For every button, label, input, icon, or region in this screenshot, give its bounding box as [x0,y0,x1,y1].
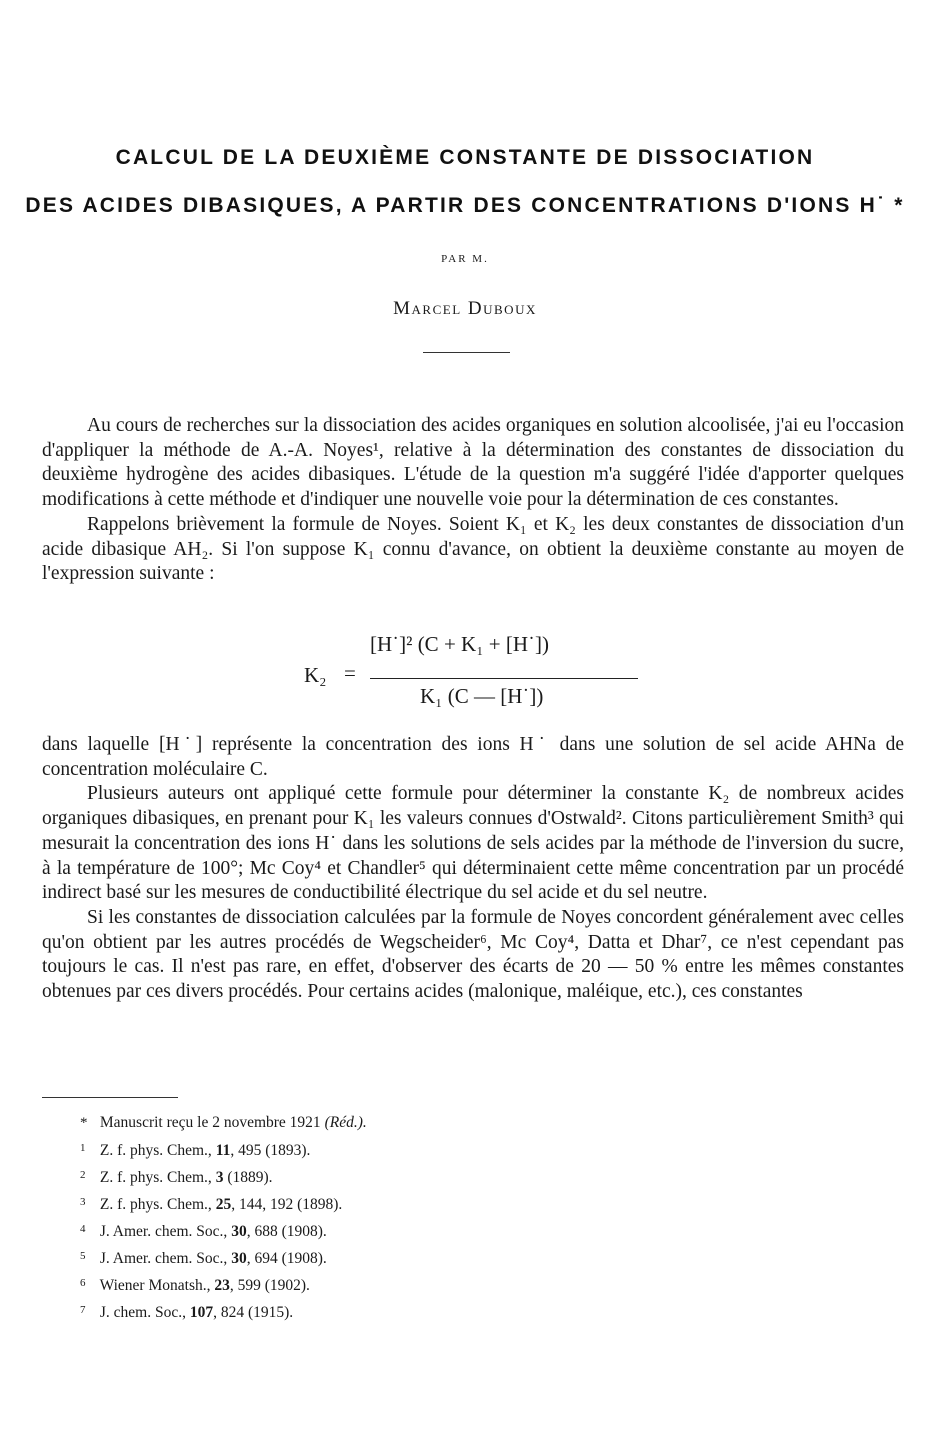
body-text-top [42,414,904,587]
formula-equals: = [344,661,356,685]
formula-numerator: [H˙]² (C + K₁ + [H˙]) [370,632,550,656]
title-divider [423,352,510,353]
footnote-item [80,1298,880,1325]
footnote-editor-note: (Réd.). [324,1114,367,1131]
footnote-rest: (1889). [223,1169,273,1186]
byline: PAR M. [441,253,489,265]
footnote-item [80,1110,880,1136]
footnote-mark: 6 [80,1277,86,1289]
paragraph-5: Si les constantes de dissociation calculées par la formule de Noyes concordent généralement avec celles qu'on obtient par les autres procédés de Wegscheider⁶, Mc Coy⁴, Datta et Dhar⁷, ce n'est cependant pas toujours le cas. Il n'est pas rare, en effet, d'observer des écarts de 20 — 50 % entre les mêmes constantes obtenues par ces divers procédés. Pour certains acides (malonique, maléique, etc.), ces constantes [42,906,904,1003]
footnote-text: J. Amer. chem. Soc., [99,1250,232,1267]
footnote-item [80,1136,880,1163]
footnote-item [80,1163,880,1190]
footnote-mark: 1 [80,1142,86,1154]
footnote-text: Manuscrit reçu le 2 novembre 1921 [99,1114,325,1131]
footnote-volume: 107 [189,1304,214,1321]
paragraph-3: dans laquelle [H˙] représente la concentration des ions H˙ dans une solution de sel acide AHNa de concentration moléculaire C. [42,734,904,780]
noyes-formula [300,630,660,725]
paragraph-2: Rappelons brièvement la formule de Noyes. Soient K₁ et K₂ les deux constantes de dissociation d'un acide dibasique AH₂. Si l'on suppose K₁ connu d'avance, on obtient la deuxième constante au moyen de l'expression suivante : [42,513,904,585]
footnote-rest: , 144, 192 (1898). [231,1196,343,1213]
fraction-bar [370,678,638,679]
formula-lhs: K₂ [304,663,327,687]
footnote-rest: , 495 (1893). [230,1142,311,1159]
footnote-volume: 30 [231,1223,247,1240]
footnote-item [80,1190,880,1217]
footnote-rest: , 824 (1915). [213,1304,294,1321]
footnote-text: Z. f. phys. Chem., [99,1196,216,1213]
footnote-mark: 7 [80,1304,86,1316]
footnote-mark: 2 [80,1169,86,1181]
footnote-volume: 3 [215,1169,224,1186]
footnote-rest: , 694 (1908). [246,1250,327,1267]
body-text-bottom [42,733,904,1005]
footnote-rest: , 599 (1902). [229,1277,310,1294]
footnote-mark: 4 [80,1223,86,1235]
footnote-mark: * [80,1115,88,1131]
footnote-text: Z. f. phys. Chem., [99,1169,216,1186]
paragraph-1: Au cours de recherches sur la dissociation des acides organiques en solution alcoolisée, j'ai eu l'occasion d'appliquer la méthode de A.-A. Noyes¹, relative à la détermination des constantes de dissociation du deuxième hydrogène des acides dibasiques. L'étude de la question m'a suggéré l'idée d'apporter quelques modifications à cette méthode et d'indiquer une nouvelle voie pour la détermination de ces constantes. [42,415,904,511]
footnote-item [80,1244,880,1271]
paragraph-4: Plusieurs auteurs ont appliqué cette formule pour déterminer la constante K₂ de nombreux acides organiques dibasiques, en prenant pour K₁ les valeurs connues d'Ostwald². Citons particulièrement Smith³ qui mesurait la concentration des ions H˙ dans les solutions de sels acides par la méthode de l'inversion du sucre, à la température de 100°; Mc Coy⁴ et Chandler⁵ qui déterminaient cette même concentration par un procédé indirect basé sur les mesures de conductibilité électrique du sel acide et du sel neutre. [42,783,904,904]
author-name: Marcel Duboux [393,298,537,319]
footnote-mark: 3 [80,1196,86,1208]
formula-denominator: K₁ (C — [H˙]) [420,684,544,708]
footnote-volume: 11 [215,1142,231,1159]
footnotes [80,1110,880,1325]
footnote-text: J. chem. Soc., [99,1304,190,1321]
footnote-item [80,1271,880,1298]
footnote-divider [42,1097,178,1098]
title-line-2: DES ACIDES DIBASIQUES, A PARTIR DES CONCENTRATIONS D'IONS H˙ * [25,194,905,217]
footnote-text: J. Amer. chem. Soc., [99,1223,232,1240]
footnote-text: Wiener Monatsh., [99,1277,215,1294]
title-line-1: CALCUL DE LA DEUXIÈME CONSTANTE DE DISSOCIATION [115,146,815,169]
footnote-volume: 25 [215,1196,232,1213]
footnote-rest: , 688 (1908). [246,1223,327,1240]
footnote-mark: 5 [80,1250,86,1262]
footnote-item [80,1217,880,1244]
footnote-volume: 30 [231,1250,247,1267]
footnote-text: Z. f. phys. Chem., [99,1142,216,1159]
footnote-volume: 23 [214,1277,230,1294]
